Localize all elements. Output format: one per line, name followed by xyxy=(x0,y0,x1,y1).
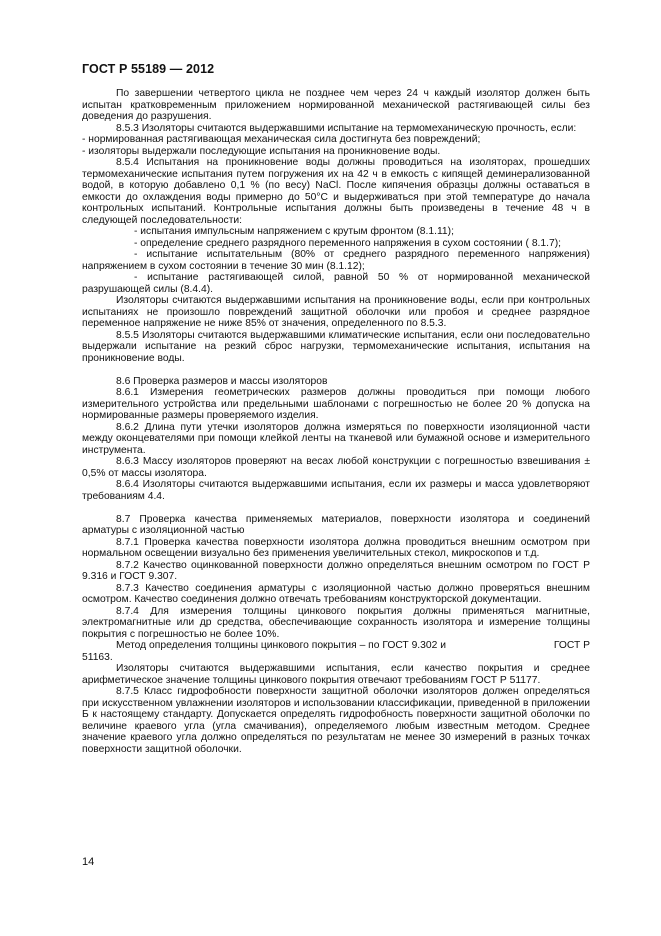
paragraph: 8.6.4 Изоляторы считаются выдержавшими испытания, если их размеры и масса удовлетворяют требованиям 4.4. xyxy=(82,479,590,502)
spacer xyxy=(82,502,590,514)
paragraph-part: ГОСТ Р xyxy=(553,640,590,651)
paragraph: 8.7.5 Класс гидрофобности поверхности защитной оболочки изоляторов должен определяться при искусственном увлажнении изоляторов и использовании классификации, приведенной в приложении Б к настоящему стандарту. Допускается определять гидрофобность поверхности защитной оболочки по величине краевого угла (угла смачивания), определяемого любым известным методом. Среднее значение краевого угла должно определяться по результатам не менее 30 измерений в разных точках поверхности защитной оболочки. xyxy=(82,686,590,755)
list-item: - испытание испытательным (80% от среднего разрядного переменного напряжения) напряжением в сухом состоянии в течение 30 мин (8.1.12); xyxy=(82,249,590,272)
paragraph: 8.7.1 Проверка качества поверхности изолятора должна проводиться внешним осмотром при нормальном освещении визуально без применения увеличительных стекол, микроскопов и т.д. xyxy=(82,536,590,559)
paragraph: 8.5.5 Изоляторы считаются выдержавшими климатические испытания, если они последовательно выдержали испытание на резкий сброс нагрузки, термомеханические испытания, испытания на проникновение воды. xyxy=(82,329,590,364)
document-body xyxy=(82,88,590,755)
paragraph: 8.7.4 Для измерения толщины цинкового покрытия должны применяться магнитные, электромагнитные или др средства, обеспечивающие сохранность изолятора и измерение толщины покрытия с погрешностью не более 10%. xyxy=(82,605,590,640)
paragraph: 8.6.2 Длина пути утечки изоляторов должна измеряться по поверхности изоляционной части между оконцевателями при помощи клейкой ленты на тканевой или бумажной основе и измерительного инструмента. xyxy=(82,421,590,456)
list-item: - изоляторы выдержали последующие испытания на проникновение воды. xyxy=(82,145,441,157)
list-item: - определение среднего разрядного переменного напряжения в сухом состоянии ( 8.1.7); xyxy=(134,237,562,249)
document-header: ГОСТ Р 55189 — 2012 xyxy=(82,62,215,76)
list-item: - нормированная растягивающая механическая сила достигнута без повреждений; xyxy=(82,134,481,145)
paragraph: 8.6.1 Измерения геометрических размеров должны проводиться при помощи любого измерительного устройства или предельными шаблонами с погрешностью не более 20 % допуска на нормированные размеры проверяемого изделия. xyxy=(82,387,590,421)
section-heading: 8.7 Проверка качества применяемых материалов, поверхности изолятора и соединений арматуры с изоляционной частью xyxy=(82,513,590,536)
paragraph: Изоляторы считаются выдержавшими испытания, если качество покрытия и среднее арифметическое значение толщины цинкового покрытия отвечают требованиям ГОСТ Р 51177. xyxy=(82,663,590,686)
page-number: 14 xyxy=(82,856,95,868)
paragraph: 8.5.3 Изоляторы считаются выдержавшими испытание на термомеханическую прочность, если: xyxy=(116,122,577,134)
paragraph-part: Метод определения толщины цинкового покрытия – по ГОСТ 9.302 и xyxy=(116,640,446,651)
paragraph: 51163. xyxy=(82,651,113,663)
paragraph: 8.5.4 Испытания на проникновение воды должны проводиться на изоляторах, прошедших термомеханические испытания путем погружения их на 42 ч в емкость с кипящей деминерализованной водой, в которую добавлено 0,1 % (по весу) NaCl. После кипячения образцы должны оставаться в емкости до охлаждения воды примерно до 50°С и выдерживаться при этой температуре до начала контрольных испытаний. Контрольные испытания должны быть произведены в течение 48 ч в следующей последовательности: xyxy=(82,157,590,226)
list-item: - испытания импульсным напряжением с крутым фронтом (8.1.11); xyxy=(134,226,454,237)
paragraph: 8.7.3 Качество соединения арматуры с изоляционной частью должно проверяться внешним осмотром. Качество соединения должно отвечать требованиям конструкторской документации. xyxy=(82,582,590,605)
list-item: - испытание растягивающей силой, равной 50 % от нормированной механической разрушающей силы (8.4.4). xyxy=(82,272,590,295)
section-heading: 8.6 Проверка размеров и массы изоляторов xyxy=(116,375,328,387)
paragraph: 8.7.2 Качество оцинкованной поверхности должно определяться внешним осмотром по ГОСТ Р 9.316 и ГОСТ 9.307. xyxy=(82,559,590,582)
paragraph: 8.6.3 Массу изоляторов проверяют на весах любой конструкции с погрешностью взвешивания ± 0,5% от массы изолятора. xyxy=(82,456,590,479)
split-line xyxy=(82,640,590,652)
paragraph: По завершении четвертого цикла не позднее чем через 24 ч каждый изолятор должен быть испытан кратковременным приложением нормированной механической растягивающей силы без доведения до разрушения. xyxy=(82,88,590,122)
paragraph: Изоляторы считаются выдержавшими испытания на проникновение воды, если при контрольных испытаниях не произошло повреждений защитной оболочки или пробоя и среднее разрядное переменное напряжение не ниже 85% от значения, определенного по 8.5.3. xyxy=(82,295,590,329)
spacer xyxy=(82,364,590,376)
